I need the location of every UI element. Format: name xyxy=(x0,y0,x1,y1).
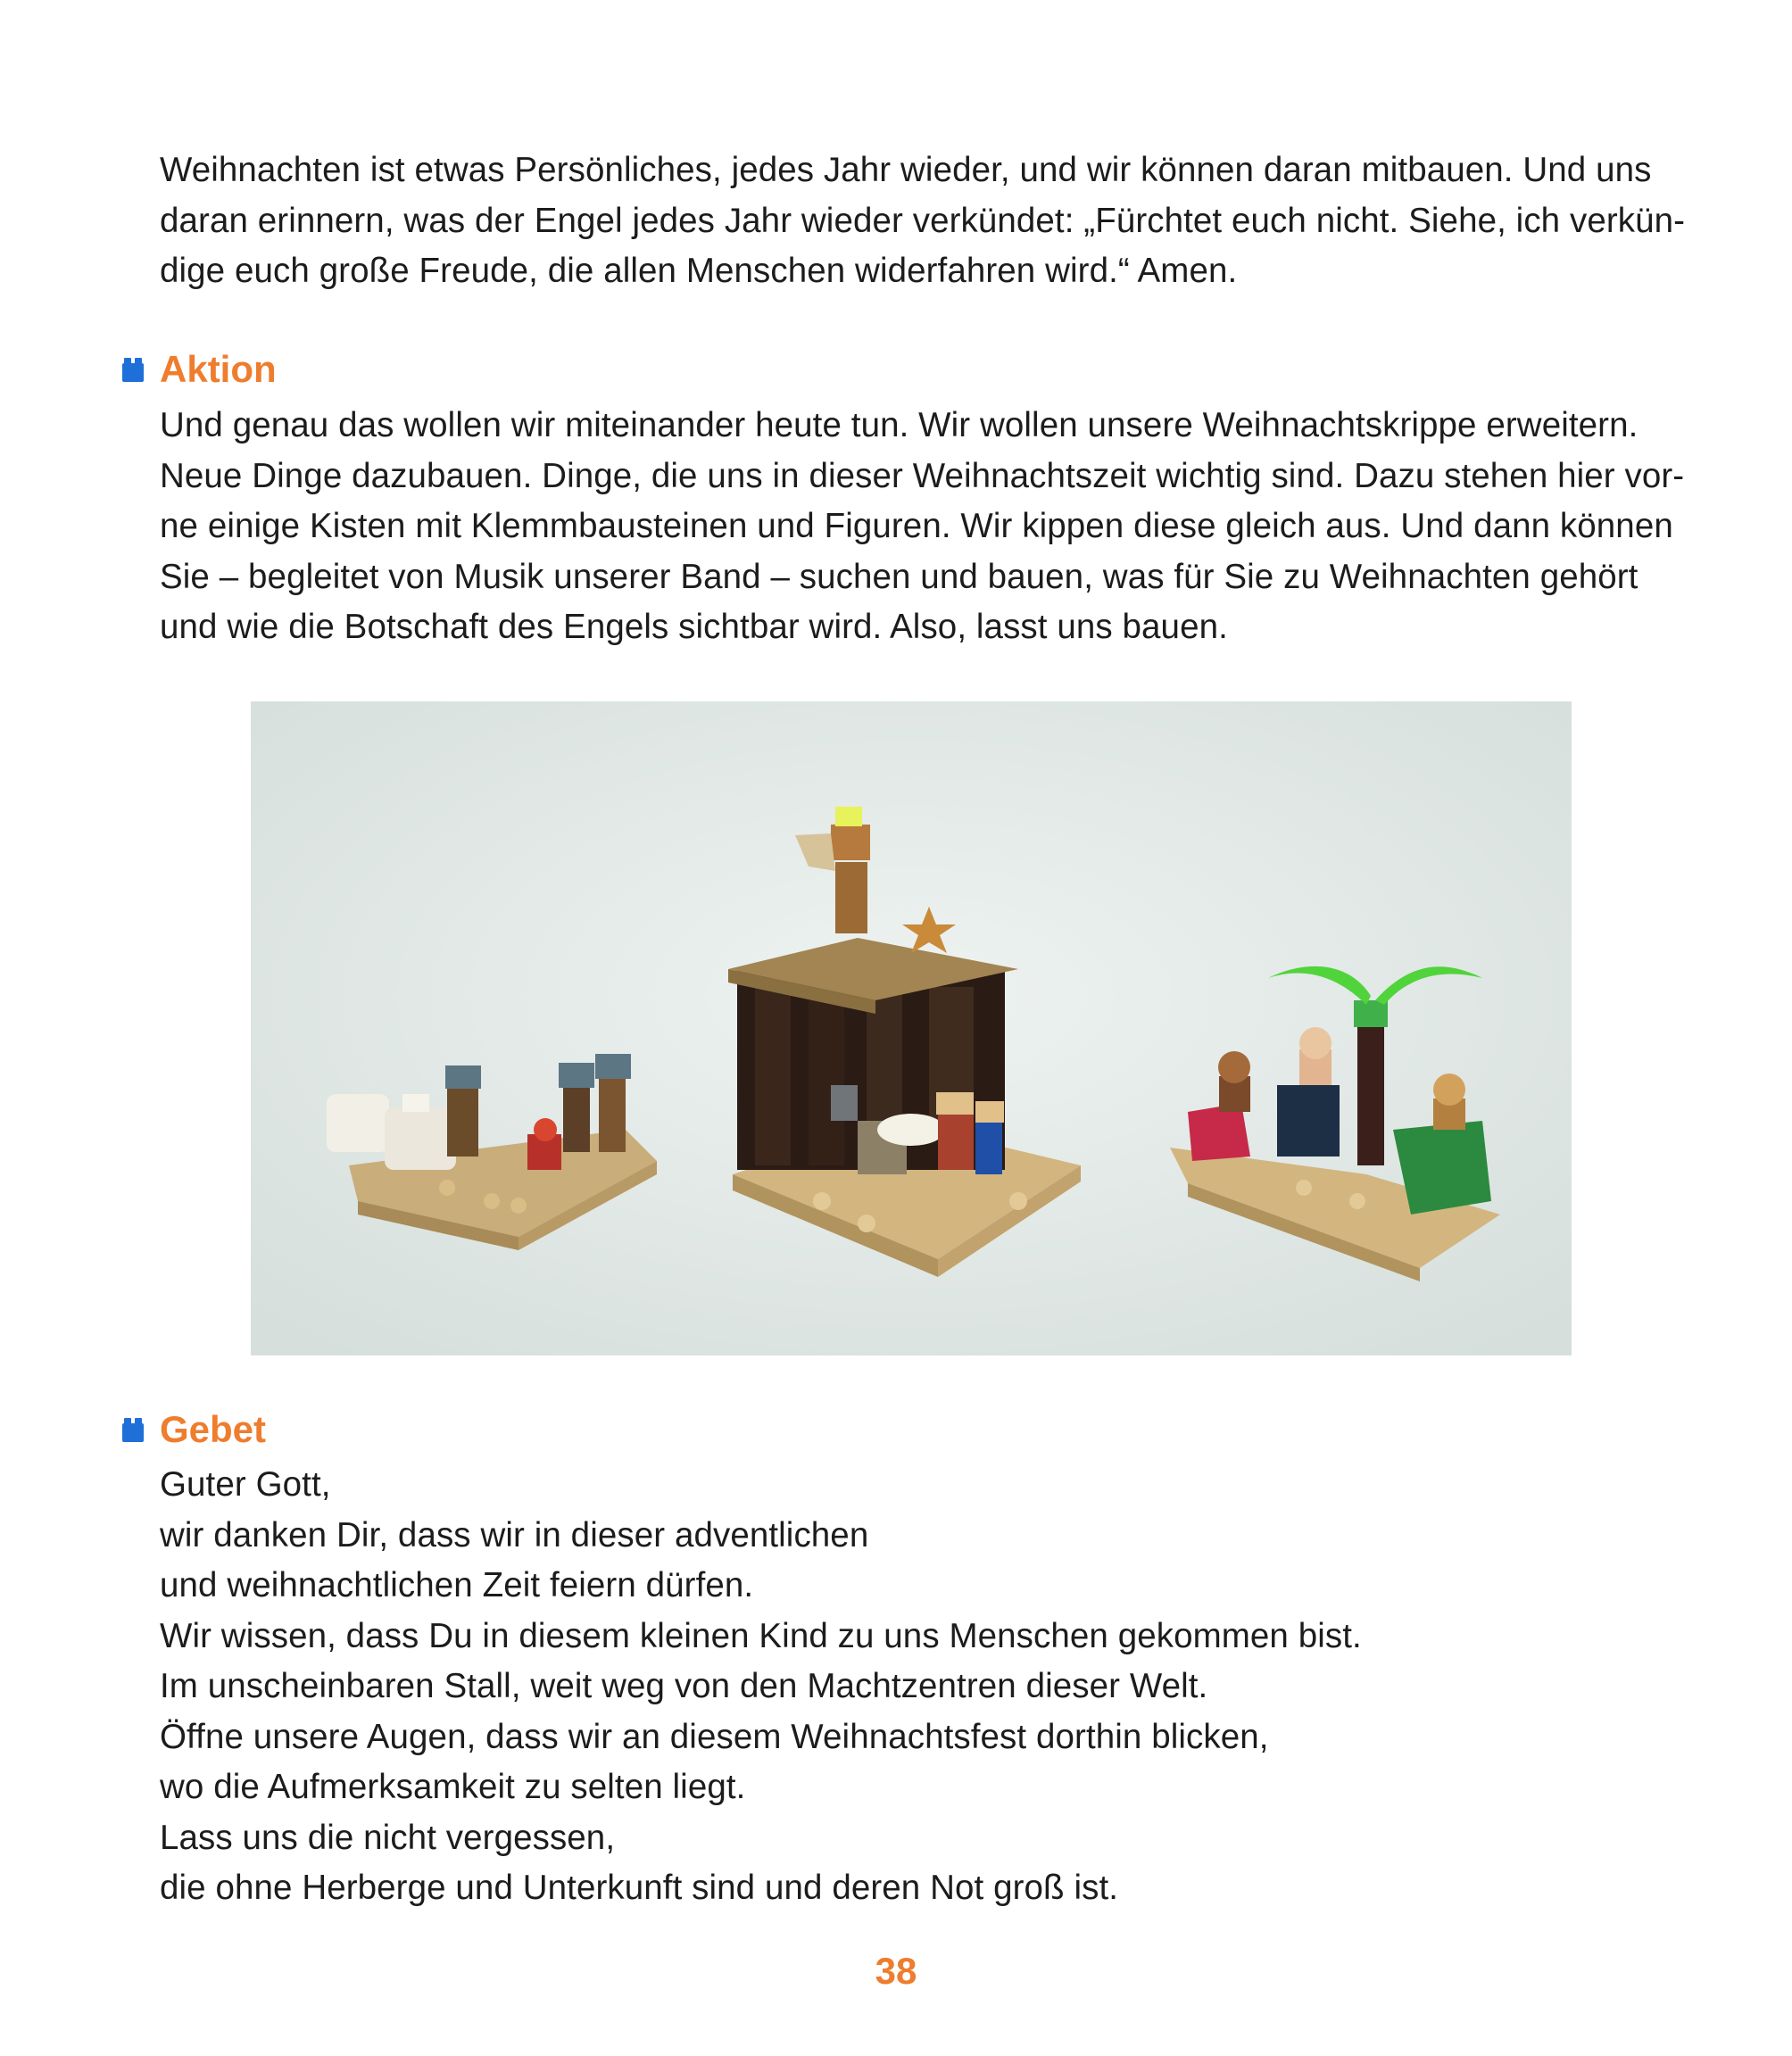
aktion-line: ne einige Kisten mit Klemmbausteinen und Figuren. Wir kippen diese gleich aus. Und dann können xyxy=(160,507,1673,545)
aktion-line: Neue Dinge dazubauen. Dinge, die uns in dieser Weihnachtszeit wichtig sind. Dazu stehen hier vor- xyxy=(160,456,1685,495)
aktion-line: Und genau das wollen wir miteinander heute tun. Wir wollen unsere Weihnachtskrippe erweitern. xyxy=(160,406,1639,444)
aktion-line: und wie die Botschaft des Engels sichtbar wird. Also, lasst uns bauen. xyxy=(160,608,1228,646)
gebet-line: wo die Aufmerksamkeit zu selten liegt. xyxy=(160,1768,746,1806)
gebet-line: Öffne unsere Augen, dass wir an diesem Weihnachtsfest dorthin blicken, xyxy=(160,1717,1269,1756)
section-heading-label: Aktion xyxy=(160,348,277,390)
gebet-paragraph xyxy=(160,1460,1677,1914)
gebet-line: Lass uns die nicht vergessen, xyxy=(160,1818,616,1857)
gebet-line: Guter Gott, xyxy=(160,1465,331,1504)
gebet-line: wir danken Dir, dass wir in dieser adventlichen xyxy=(160,1515,869,1554)
brick-icon xyxy=(122,1418,144,1442)
section-heading-label: Gebet xyxy=(160,1408,267,1450)
gebet-line: und weihnachtlichen Zeit feiern dürfen. xyxy=(160,1566,754,1604)
intro-line: daran erinnern, was der Engel jedes Jahr wieder verkündet: „Fürchtet euch nicht. Siehe, ich verkün- xyxy=(160,201,1686,240)
brick-icon xyxy=(122,358,144,382)
aktion-line: Sie – begleitet von Musik unserer Band – suchen und bauen, was für Sie zu Weihnachten gehört xyxy=(160,557,1639,596)
intro-paragraph xyxy=(160,145,1686,297)
gebet-line: Im unscheinbaren Stall, weit weg von den Machtzentren dieser Welt. xyxy=(160,1667,1208,1705)
intro-line: dige euch große Freude, die allen Menschen widerfahren wird.“ Amen. xyxy=(160,252,1238,290)
section-heading-gebet xyxy=(122,1405,266,1455)
nativity-brick-photo xyxy=(251,701,1572,1355)
page-number: 38 xyxy=(875,1950,917,1992)
gebet-line: die ohne Herberge und Unterkunft sind und deren Not groß ist. xyxy=(160,1869,1119,1907)
intro-line: Weihnachten ist etwas Persönliches, jedes Jahr wieder, und wir können daran mitbauen. Und uns xyxy=(160,151,1652,189)
section-heading-aktion xyxy=(122,344,277,394)
gebet-line: Wir wissen, dass Du in diesem kleinen Kind zu uns Menschen gekommen bist. xyxy=(160,1616,1362,1655)
aktion-paragraph xyxy=(160,401,1685,653)
